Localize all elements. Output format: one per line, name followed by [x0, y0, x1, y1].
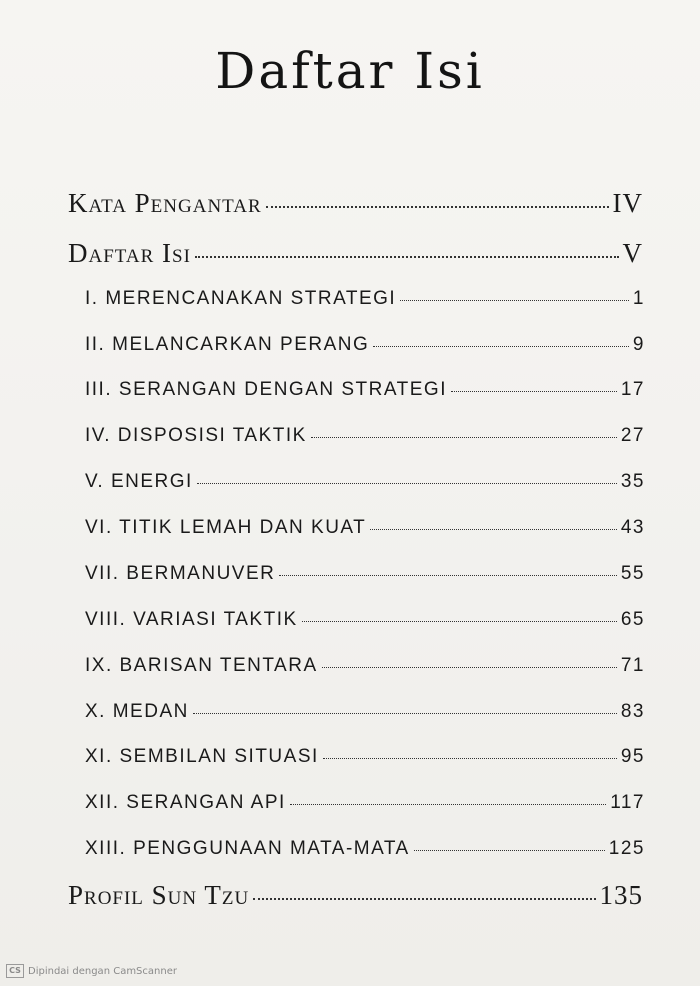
- toc-entry-page: 35: [620, 471, 645, 492]
- toc-entry-page: IV: [612, 188, 643, 218]
- toc-entry-label: X. MEDAN: [85, 701, 189, 722]
- toc-entry-label: VIII. VARIASI TAKTIK: [85, 609, 298, 630]
- toc-entry-label: V. ENERGI: [85, 471, 193, 492]
- dot-leader: [266, 206, 609, 208]
- dot-leader: [370, 529, 617, 530]
- toc-entry-label: VI. TITIK LEMAH DAN KUAT: [85, 517, 367, 538]
- dot-leader: [373, 346, 629, 347]
- toc-entry-chapter-12: [85, 792, 645, 814]
- toc-entry-chapter-9: [85, 655, 645, 677]
- toc-entry-chapter-5: [85, 471, 645, 493]
- toc-entry-label: I. MERENCANAKAN STRATEGI: [85, 288, 397, 309]
- toc-entry-chapter-2: [85, 334, 645, 356]
- toc-entry-chapter-7: [85, 563, 645, 585]
- toc-entry-page: 95: [620, 746, 645, 767]
- dot-leader: [279, 575, 616, 576]
- dot-leader: [311, 437, 617, 438]
- dot-leader: [197, 483, 617, 484]
- toc-entry-chapter-11: [85, 746, 645, 768]
- toc-entry-kata-pengantar: [68, 188, 643, 219]
- toc-entry-label: XII. SERANGAN API: [85, 792, 286, 813]
- dot-leader: [414, 850, 605, 851]
- toc-entry-label: IX. BARISAN TENTARA: [85, 655, 318, 676]
- dot-leader: [193, 713, 617, 714]
- dot-leader: [323, 758, 617, 759]
- toc-entry-page: 1: [632, 288, 645, 309]
- toc-entry-page: 83: [620, 701, 645, 722]
- toc-entry-label: Daftar Isi: [68, 238, 191, 268]
- toc-entry-label: XI. SEMBILAN SITUASI: [85, 746, 319, 767]
- dot-leader: [290, 804, 606, 805]
- toc-entry-chapter-1: [85, 288, 645, 310]
- scanner-watermark-text: Dipindai dengan CamScanner: [28, 965, 177, 977]
- toc-entry-page: 71: [620, 655, 645, 676]
- toc-entry-label: IV. DISPOSISI TAKTIK: [85, 425, 307, 446]
- toc-entry-chapter-6: [85, 517, 645, 539]
- toc-entry-page: 135: [599, 880, 643, 910]
- toc-entry-label: III. SERANGAN DENGAN STRATEGI: [85, 379, 447, 400]
- toc-entry-chapter-13: [85, 838, 645, 860]
- dot-leader: [400, 300, 629, 301]
- scanner-watermark: [6, 964, 177, 978]
- toc-entry-chapter-3: [85, 379, 645, 401]
- toc-entry-page: 55: [620, 563, 645, 584]
- toc-entry-page: 9: [632, 334, 645, 355]
- page-title: Daftar Isi: [215, 42, 485, 100]
- toc-entry-label: VII. BERMANUVER: [85, 563, 276, 584]
- toc-entry-label: Kata Pengantar: [68, 188, 262, 218]
- camscanner-logo-icon: CS: [6, 964, 24, 978]
- toc-entry-daftar-isi: [68, 238, 643, 269]
- toc-entry-label: II. MELANCARKAN PERANG: [85, 334, 370, 355]
- toc-entry-chapter-4: [85, 425, 645, 447]
- toc-entry-label: XIII. PENGGUNAAN MATA-MATA: [85, 838, 410, 859]
- toc-entry-chapter-10: [85, 701, 645, 723]
- dot-leader: [253, 898, 595, 900]
- toc-entry-page: 43: [620, 517, 645, 538]
- toc-entry-page: 27: [620, 425, 645, 446]
- toc-entry-chapter-8: [85, 609, 645, 631]
- toc-entry-page: 125: [608, 838, 645, 859]
- dot-leader: [302, 621, 617, 622]
- toc-entry-profil-sun-tzu: [68, 880, 643, 911]
- toc-entry-page: V: [622, 238, 643, 268]
- dot-leader: [195, 256, 619, 258]
- toc-entry-page: 65: [620, 609, 645, 630]
- toc-entry-page: 17: [620, 379, 645, 400]
- dot-leader: [451, 391, 617, 392]
- toc-entry-page: 117: [610, 792, 645, 813]
- toc-entry-label: Profil Sun Tzu: [68, 880, 250, 910]
- dot-leader: [322, 667, 617, 668]
